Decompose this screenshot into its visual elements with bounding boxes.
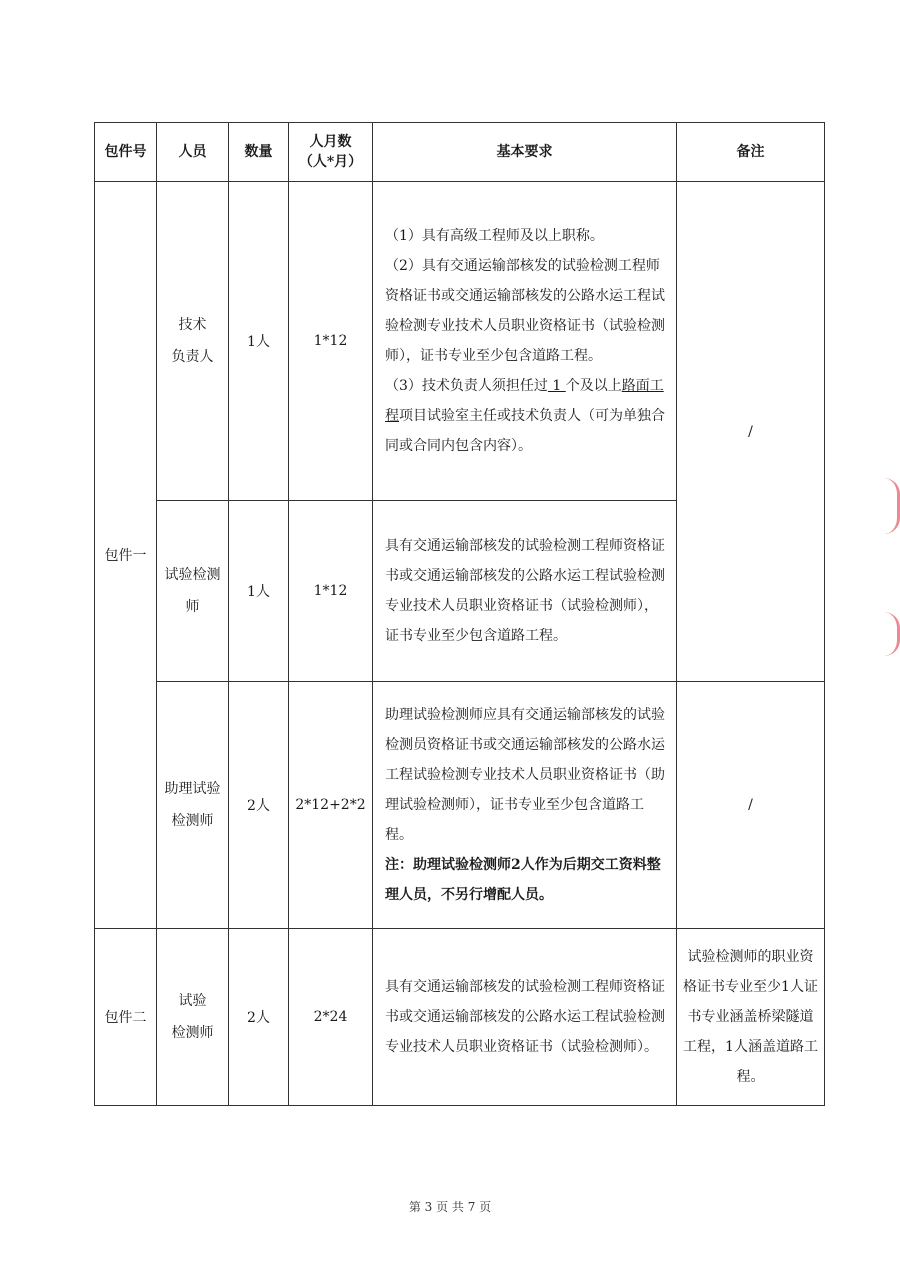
requirements-cell: 具有交通运输部核发的试验检测工程师资格证书或交通运输部核发的公路水运工程试验检测专业技术人员职业资格证书（试验检测师）。 <box>373 929 677 1106</box>
role-line: 检测师 <box>171 813 214 829</box>
header-requirements: 基本要求 <box>373 123 677 182</box>
requirement-item: （2）具有交通运输部核发的试验检测工程师资格证书或交通运输部核发的公路水运工程试验检测专业技术人员职业资格证书（试验检测师），证书专业至少包含道路工程。 <box>385 258 665 364</box>
role-cell <box>157 682 229 929</box>
package-cell: 包件一 <box>95 182 157 929</box>
requirement-item: （1）具有高级工程师及以上职称。 <box>385 228 604 244</box>
requirement-note: 注：助理试验检测师2人作为后期交工资料整理人员，不另行增配人员。 <box>385 857 661 903</box>
role-line: 试验 <box>178 993 207 1009</box>
table-row <box>95 182 825 501</box>
requirements-cell <box>373 682 677 929</box>
seal-mark <box>883 612 900 656</box>
role-line: 检测师 <box>171 1025 214 1041</box>
package-cell: 包件二 <box>95 929 157 1106</box>
quantity-cell: 2人 <box>229 682 289 929</box>
table-row <box>95 929 825 1106</box>
requirements-cell <box>373 182 677 501</box>
page-number: 第 3 页 共 7 页 <box>408 1200 492 1214</box>
months-cell: 1*12 <box>289 182 373 501</box>
requirement-text: 项目试验室主任或技术负责人（可为单独合同或合同内包含内容）。 <box>385 408 665 454</box>
header-months-line1: 人月数 <box>309 134 352 150</box>
role-line: 助理试验 <box>164 781 221 797</box>
role-line: 负责人 <box>171 349 214 365</box>
table-header-row <box>95 123 825 182</box>
remark-cell: / <box>677 682 825 929</box>
months-cell: 2*12+2*2 <box>289 682 373 929</box>
header-package: 包件号 <box>95 123 157 182</box>
table-row <box>95 682 825 929</box>
header-person: 人员 <box>157 123 229 182</box>
header-person-months <box>289 123 373 182</box>
requirement-item <box>385 371 668 461</box>
months-cell: 2*24 <box>289 929 373 1106</box>
requirement-underlined-scope: 路面工程 <box>385 378 664 424</box>
requirements-cell: 具有交通运输部核发的试验检测工程师资格证书或交通运输部核发的公路水运工程试验检测专业技术人员职业资格证书（试验检测师），证书专业至少包含道路工程。 <box>373 501 677 682</box>
requirement-text: 个及以上 <box>565 378 622 394</box>
quantity-cell: 2人 <box>229 929 289 1106</box>
role-cell <box>157 501 229 682</box>
seal-mark <box>883 478 900 534</box>
remark-cell: 试验检测师的职业资格证书专业至少1人证书专业涵盖桥梁隧道工程，1人涵盖道路工程。 <box>677 929 825 1106</box>
role-cell <box>157 929 229 1106</box>
months-cell: 1*12 <box>289 501 373 682</box>
header-remarks: 备注 <box>677 123 825 182</box>
header-quantity: 数量 <box>229 123 289 182</box>
header-months-line2: （人*月） <box>298 154 363 170</box>
remark-cell: / <box>677 182 825 682</box>
quantity-cell: 1人 <box>229 501 289 682</box>
role-line: 试验检测 <box>164 567 221 583</box>
role-line: 师 <box>185 599 200 615</box>
requirement-text: （3）技术负责人须担任过 <box>385 378 548 394</box>
role-cell <box>157 182 229 501</box>
requirement-item: 助理试验检测师应具有交通运输部核发的试验检测员资格证书或交通运输部核发的公路水运工程试验检测专业技术人员职业资格证书（助理试验检测师），证书专业至少包含道路工程。 <box>385 707 665 843</box>
personnel-requirements-table <box>94 122 825 1106</box>
requirement-underlined-count: 1 <box>547 378 566 394</box>
role-line: 技术 <box>178 317 207 333</box>
quantity-cell: 1人 <box>229 182 289 501</box>
